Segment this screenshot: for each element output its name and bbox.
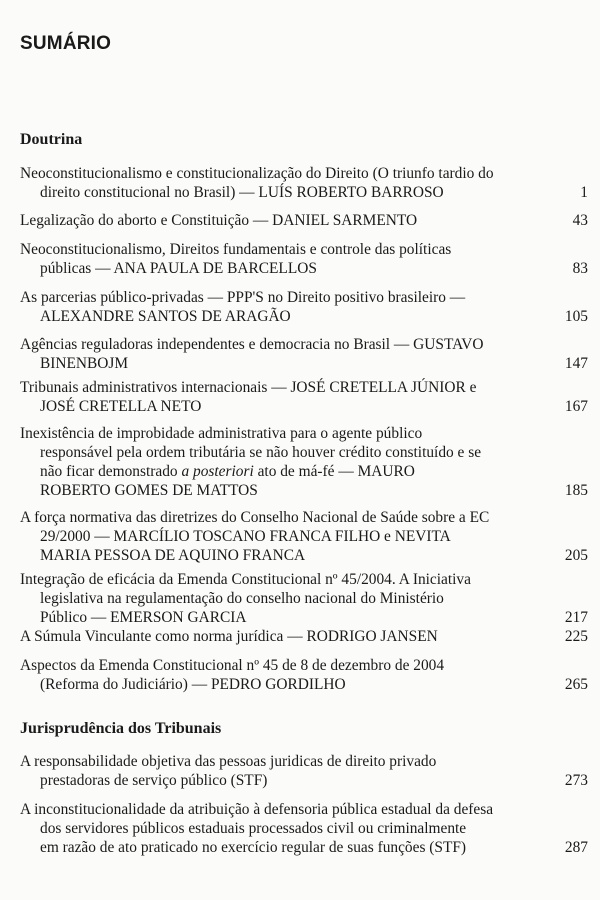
page-number: 147 — [564, 355, 588, 372]
italic-term: a posteriori — [181, 463, 254, 480]
entry-line: Agências reguladoras independentes e democracia no Brasil — GUSTAVO — [20, 336, 484, 353]
page-number: 1 — [580, 184, 588, 201]
page-number: 265 — [564, 676, 588, 693]
entry-line: ROBERTO GOMES DE MATTOS — [40, 482, 258, 499]
entry-line: A responsabilidade objetiva das pessoas juridicas de direito privado — [20, 753, 437, 770]
entry-line: Aspectos da Emenda Constitucional nº 45 de 8 de dezembro de 2004 — [20, 657, 445, 674]
page-number: 185 — [564, 482, 588, 499]
toc-entry[interactable] — [20, 288, 588, 326]
entry-line: (Reforma do Judiciário) — PEDRO GORDILHO — [40, 676, 346, 693]
entry-line: Neoconstitucionalismo, Direitos fundamentais e controle das políticas — [20, 241, 452, 258]
toc-entry[interactable] — [20, 211, 588, 230]
entry-line: Inexistência de improbidade administrativa para o agente público — [20, 425, 423, 442]
toc-entry[interactable] — [20, 164, 588, 202]
toc-entry[interactable] — [20, 656, 588, 694]
entry-line: Integração de eficácia da Emenda Constitucional nº 45/2004. A Iniciativa — [20, 571, 471, 588]
entry-line: 29/2000 — MARCÍLIO TOSCANO FRANCA FILHO e NEVITA — [40, 528, 451, 545]
toc-entry[interactable] — [20, 508, 588, 565]
page-number: 287 — [564, 839, 588, 856]
page-number: 205 — [564, 547, 588, 564]
toc-entry[interactable] — [20, 752, 588, 790]
toc-entry[interactable] — [20, 335, 588, 373]
toc-entry[interactable] — [20, 240, 588, 278]
toc-entry[interactable] — [20, 570, 588, 627]
page-number: 225 — [564, 628, 588, 645]
toc-entry[interactable] — [20, 424, 588, 500]
entry-line: A inconstitucionalidade da atribuição à defensoria pública estadual da defesa — [20, 801, 494, 818]
page-title: SUMÁRIO — [20, 33, 112, 54]
entry-line: públicas — ANA PAULA DE BARCELLOS — [40, 260, 317, 277]
entry-line: Público — EMERSON GARCIA — [40, 609, 247, 626]
page-number: 217 — [564, 609, 588, 626]
entry-line: ALEXANDRE SANTOS DE ARAGÃO — [40, 308, 291, 325]
entry-line: Tribunais administrativos internacionais — JOSÉ CRETELLA JÚNIOR e — [20, 379, 477, 396]
toc-entry[interactable] — [20, 800, 588, 857]
entry-line: em razão de ato praticado no exercício regular de suas funções (STF) — [40, 839, 467, 856]
entry-line: JOSÉ CRETELLA NETO — [40, 398, 202, 415]
entry-line: prestadoras de serviço público (STF) — [40, 772, 268, 789]
entry-line: não ficar demonstrado a posteriori ato de má-fé — MAURO — [40, 463, 415, 480]
entry-line: MARIA PESSOA DE AQUINO FRANCA — [40, 547, 306, 564]
toc-entry[interactable] — [20, 378, 588, 416]
entry-line: Neoconstitucionalismo e constitucionalização do Direito (O triunfo tardio do — [20, 165, 494, 182]
entry-line: BINENBOJM — [40, 355, 129, 372]
entry-line: direito constitucional no Brasil) — LUÍS ROBERTO BARROSO — [40, 184, 444, 201]
entry-line: dos servidores públicos estaduais processados civil ou criminalmente — [40, 820, 467, 837]
section-heading-doutrina: Doutrina — [20, 131, 83, 148]
page-number: 167 — [564, 398, 588, 415]
entry-line: A força normativa das diretrizes do Conselho Nacional de Saúde sobre a EC — [20, 509, 490, 526]
page-number: 83 — [572, 260, 588, 277]
entry-line: A Súmula Vinculante como norma jurídica — RODRIGO JANSEN — [20, 628, 438, 645]
entry-line: legislativa na regulamentação do conselho nacional do Ministério — [40, 590, 444, 607]
entry-line: responsável pela ordem tributária se não houver crédito constituído e se — [40, 444, 482, 461]
entry-line: Legalização do aborto e Constituição — DANIEL SARMENTO — [20, 212, 418, 229]
section-heading-jurisprudencia: Jurisprudência dos Tribunais — [20, 720, 222, 737]
page-number: 105 — [564, 308, 588, 325]
entry-line: As parcerias público-privadas — PPP'S no Direito positivo brasileiro — — [20, 289, 466, 306]
page-number: 273 — [564, 772, 588, 789]
toc-entry[interactable] — [20, 627, 588, 646]
page-number: 43 — [572, 212, 588, 229]
